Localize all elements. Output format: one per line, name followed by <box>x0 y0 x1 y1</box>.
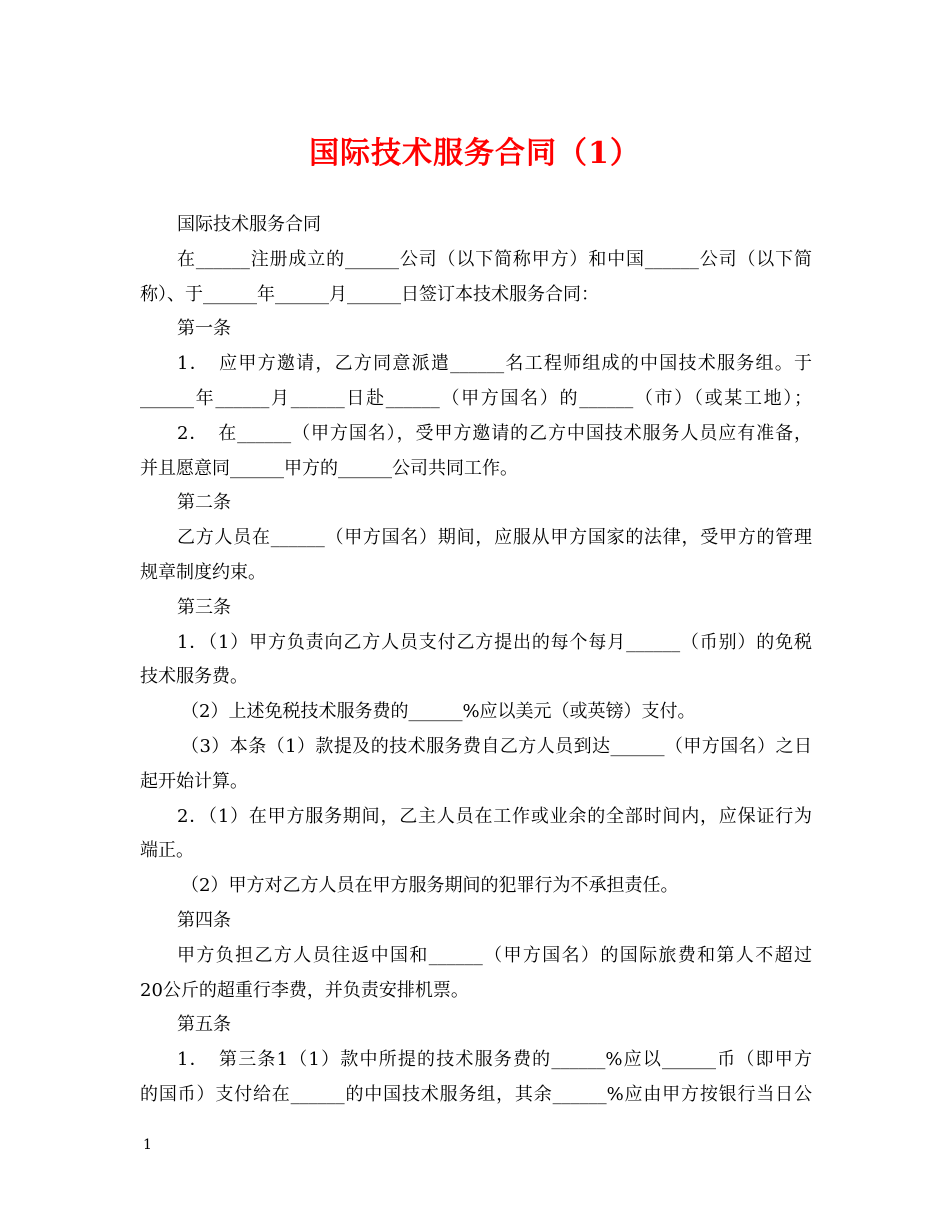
text-line: 1．（1）甲方负责向乙方人员支付乙方提出的每个每月______（币别）的免税 <box>177 631 812 653</box>
text-line: （2）甲方对乙方人员在甲方服务期间的犯罪行为不承担责任。 <box>181 875 679 897</box>
text-line: 规章制度约束。 <box>140 561 266 583</box>
text-line: 在______注册成立的______公司（以下简称甲方）和中国______公司（以下简 <box>177 248 812 270</box>
text-line: 2． 在______（甲方国名），受甲方邀请的乙方中国技术服务人员应有准备， <box>177 422 812 444</box>
text-line: 第四条 <box>177 909 231 931</box>
text-line: 1． 第三条1（1）款中所提的技术服务费的______%应以______币（即甲方 <box>177 1049 812 1071</box>
text-line: 起开始计算。 <box>140 770 248 792</box>
text-line: （2）上述免税技术服务费的______%应以美元（或英镑）支付。 <box>181 701 696 723</box>
text-line: ______年______月______日赴______（甲方国名）的______（市）（或某工地）； <box>140 387 812 409</box>
text-line: 20公斤的超重行李费，并负责安排机票。 <box>140 979 469 1001</box>
text-line: 2．（1）在甲方服务期间，乙主人员在工作或业余的全部时间内，应保证行为 <box>177 805 812 827</box>
text-line: 技术服务费。 <box>140 666 248 688</box>
text-line: 并且愿意同______甲方的______公司共同工作。 <box>140 457 518 479</box>
text-line: 端正。 <box>140 840 194 862</box>
document-title: 国际技术服务合同（1） <box>309 136 641 171</box>
text-line: 第五条 <box>177 1014 231 1036</box>
text-line: 第一条 <box>177 318 231 340</box>
text-line: 国际技术服务合同 <box>177 214 321 235</box>
text-line: 乙方人员在______（甲方国名）期间，应服从甲方国家的法律，受甲方的管理 <box>177 527 812 549</box>
text-line: 称）、于______年______月______日签订本技术服务合同： <box>140 283 599 305</box>
contract-body <box>140 208 812 1113</box>
text-line: 甲方负担乙方人员往返中国和______（甲方国名）的国际旅费和第人不超过 <box>177 944 812 966</box>
text-line: 第二条 <box>177 492 231 514</box>
page-number: 1 <box>143 1137 152 1153</box>
text-line: 1． 应甲方邀请，乙方同意派遣______名工程师组成的中国技术服务组。于 <box>177 353 812 375</box>
text-line: 第三条 <box>177 596 231 618</box>
text-line: （3）本条（1）款提及的技术服务费自乙方人员到达______（甲方国名）之日 <box>181 735 812 757</box>
text-line: 的国币）支付给在______的中国技术服务组，其余______%应由甲方按银行当日公 <box>140 1083 812 1105</box>
